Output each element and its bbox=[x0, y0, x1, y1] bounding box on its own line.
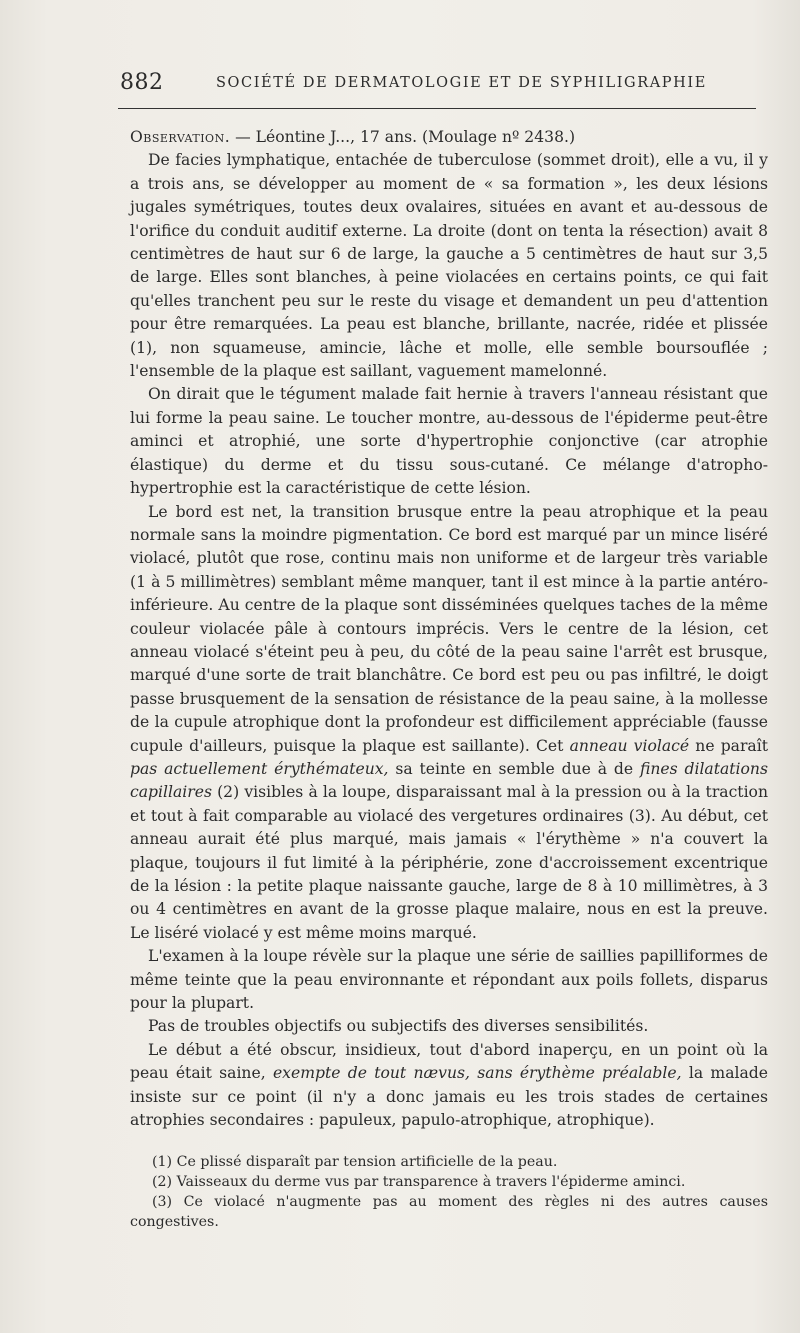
paragraph-6-part-b: la malade insiste sur ce point (il n'y a donc jamais eu les trois stades de certaines atrophies secondaires : papuleux, papulo-atrophique, atrophique). bbox=[130, 1064, 769, 1130]
page-number: 882 bbox=[120, 70, 164, 95]
observation-title: — Léontine J..., 17 ans. (Moulage nº 2438.) bbox=[230, 128, 576, 146]
header-rule bbox=[118, 108, 756, 109]
paragraph-1: De facies lymphatique, entachée de tuberculose (sommet droit), elle a vu, il y a trois ans, se développer au moment de « sa formation », les deux lésions jugales symétriques, toutes deux ovalaires, situées en avant et au-dessous de l'orifice du conduit auditif externe. La droite (dont on tenta la résection) avait 8 centimètres de haut sur 6 de large, la gauche a 5 centimètres de haut sur 3,5 de large. Elles sont blanches, à peine violacées en certains points, ce qui fait qu'elles tranchent peu sur le reste du visage et demandent un peu d'attention pour être remarquées. La peau est blanche, brillante, nacrée, ridée et plissée (1), non squameuse, amincie, lâche et molle, elle semble boursouflée ; l'ensemble de la plaque est saillant, vaguement mamelonné. bbox=[130, 151, 768, 381]
body-text bbox=[130, 126, 768, 1132]
running-head: SOCIÉTÉ DE DERMATOLOGIE ET DE SYPHILIGRAPHIE bbox=[216, 75, 707, 91]
paragraph-3-part-b: ne paraît bbox=[689, 736, 768, 755]
observation-heading bbox=[130, 126, 768, 149]
paragraph-3-emphasis-1: anneau violacé bbox=[569, 736, 690, 755]
paragraph-6 bbox=[130, 1039, 768, 1133]
observation-label: Observation. bbox=[130, 128, 231, 146]
footnote-3: (3) Ce violacé n'augmente pas au moment des règles ni des autres causes congestives. bbox=[130, 1194, 768, 1230]
paragraph-3-emphasis-2: pas actuellement érythémateux, bbox=[130, 759, 389, 778]
paragraph-3-part-a: Le bord est net, la transition brusque entre la peau atrophique et la peau normale sans la moindre pigmentation. Ce bord est marqué par un mince liséré violacé, plutôt que rose, continu mais non uniforme et de largeur très variable (1 à 5 millimètres) semblant même manquer, tant il est mince à la partie antéro-inférieure. Au centre de la plaque sont disséminées quelques taches de la même couleur violacée pâle à contours imprécis. Vers le centre de la lésion, cet anneau violacé s'éteint peu à peu, du côté de la peau saine l'arrêt est brusque, marqué d'une sorte de trait blanchâtre. Ce bord est peu ou pas infiltré, le doigt passe brusquement de la sensation de résistance de la peau saine, à la mollesse de la cupule atrophique dont la profondeur est difficilement appréciable (fausse cupule d'ailleurs, puisque la plaque est saillante). Cet bbox=[130, 502, 768, 755]
paragraph-3-part-c: sa teinte en semble due à de bbox=[388, 759, 640, 778]
footnote-2: (2) Vaisseaux du derme vus par transparence à travers l'épiderme aminci. bbox=[152, 1174, 686, 1190]
page-header bbox=[120, 70, 760, 100]
paragraph-6-emphasis-1: exempte de tout nævus, sans érythème préalable, bbox=[272, 1064, 682, 1083]
paragraph-3 bbox=[130, 501, 768, 946]
footnote-1: (1) Ce plissé disparaît par tension artificielle de la peau. bbox=[152, 1154, 558, 1170]
footnotes bbox=[130, 1152, 768, 1232]
paragraph-5: Pas de troubles objectifs ou subjectifs des diverses sensibilités. bbox=[148, 1017, 649, 1036]
paragraph-6-part-a: Le début a été obscur, insidieux, tout d'abord inaperçu, en un point où la peau était saine, bbox=[130, 1040, 768, 1083]
paragraph-2: On dirait que le tégument malade fait hernie à travers l'anneau résistant que lui forme la peau saine. Le toucher montre, au-dessous de l'épiderme peut-être aminci et atrophié, une sorte d'hypertrophie conjonctive (car atrophie élastique) du derme et du tissu sous-cutané. Ce mélange d'atropho-hypertrophie est la caractéristique de cette lésion. bbox=[130, 385, 768, 498]
paragraph-4: L'examen à la loupe révèle sur la plaque une série de saillies papilliformes de même teinte que la peau environnante et répondant aux poils follets, disparus pour la plupart. bbox=[130, 947, 768, 1013]
paragraph-3-emphasis-3: fines dilatations capillaires bbox=[130, 759, 768, 802]
paragraph-3-part-d: (2) visibles à la loupe, disparaissant mal à la pression ou à la traction et tout à fait comparable au violacé des vergetures ordinaires (3). Au début, cet anneau aurait été plus marqué, mais jamais « l'érythème » n'a couvert la plaque, toujours il fut limité à la périphérie, zone d'accroissement excentrique de la lésion : la petite plaque naissante gauche, large de 8 à 10 millimètres, à 3 ou 4 centimètres en avant de la grosse plaque malaire, nous en est la preuve. Le liséré violacé y est même moins marqué. bbox=[130, 783, 768, 942]
